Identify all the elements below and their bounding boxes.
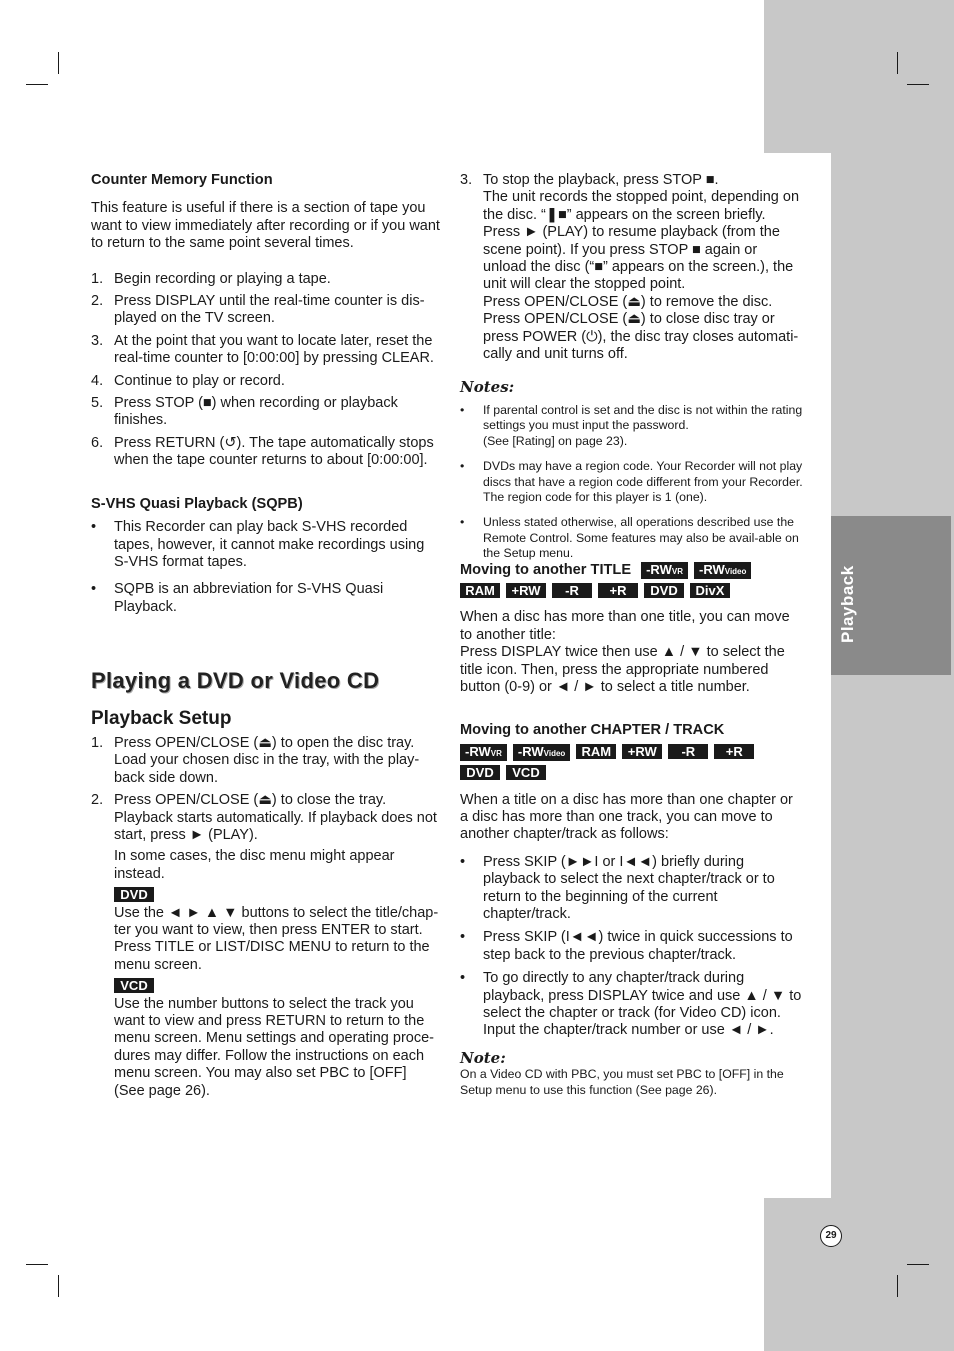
moving-title-heading: Moving to another TITLE [460, 561, 632, 578]
list-item: 2. Press OPEN/CLOSE (⏏) to close the tray. Playback starts automatically. If playback does not start, press ► (PLAY). In some cases, the disc menu might appear instead. DVD Use the ◄ ► ▲ ▼ buttons to select the title/chap-ter you want to view, then press ENTER to start. Press TITLE or LIST/DISC MENU to return to the menu screen. VCD Use the number buttons to select the track you want to view and press RETURN to return to the menu screen. Menu settings and operating proce-dures may differ. Follow the instructions on each menu screen. You may also set PBC to [OFF] (See page 26). [91, 792, 441, 1100]
crop-mark [907, 84, 929, 85]
rw-vr-badge: -RWVR [460, 744, 507, 761]
vcd-instructions: Use the number buttons to select the track you want to view and press RETURN to return to the menu screen. Menu settings and operating proce-dures may differ. Follow the instructions on each menu screen. You may also set PBC to [OFF] (See page 26). [114, 995, 434, 1099]
ram-badge: RAM [460, 583, 500, 598]
list-item: 3. To stop the playback, press STOP ■. The unit records the stopped point, depending on the disc. “❚■” appears on the screen briefly. Press ► (PLAY) to resume playback (from the scene point). If you press STOP ■ again or unload the disc (“■” appears on the screen.), the unit will clear the stopped point. Press OPEN/CLOSE (⏏) to remove the disc. Press OPEN/CLOSE (⏏) to close disc tray or press POWER (⏻), the disc tray closes automati-cally and unit turns off. [460, 172, 804, 363]
svhs-heading: S-VHS Quasi Playback (SQPB) [91, 495, 303, 512]
chapter-badges-2 [460, 765, 804, 782]
list-item: • Press SKIP (I◄◄) twice in quick successions to step back to the previous chapter/track. [460, 929, 793, 963]
minus-r-badge: -R [552, 583, 592, 598]
stop-line-3: Press OPEN/CLOSE (⏏) to remove the disc. Press OPEN/CLOSE (⏏) to close disc tray or press POWER (⏻), the disc tray closes automati-cally and unit turns off. [483, 293, 799, 363]
list-item: • DVDs may have a region code. Your Recorder will not play discs that have a region code different from your Recorder. The region code for this player is 1 (one). [460, 459, 803, 504]
list-item: 4. Continue to play or record. [91, 372, 285, 389]
chapter-badges [460, 744, 804, 761]
crop-mark [907, 1264, 929, 1265]
playback-setup-steps [91, 735, 441, 1100]
note-text: On a Video CD with PBC, you must set PBC to [OFF] in the Setup menu to use this function (See page 26). [460, 1067, 784, 1097]
counter-memory-heading: Counter Memory Function [91, 172, 273, 188]
page-number: 29 [820, 1225, 842, 1247]
crop-mark [58, 52, 59, 74]
divx-badge: DivX [690, 583, 730, 598]
list-item: • SQPB is an abbreviation for S-VHS Quasi Playback. [91, 581, 384, 615]
stop-line-1: To stop the playback, press STOP ■. [483, 172, 719, 188]
moving-chapter-text: When a title on a disc has more than one chapter or a disc has more than one track, you can move to another chapter/track as follows: [460, 791, 793, 843]
dvd-badge: DVD [644, 583, 684, 598]
plus-r-badge: +R [714, 744, 754, 759]
playback-setup-heading: Playback Setup [91, 707, 232, 729]
crop-mark [26, 84, 48, 85]
minus-r-badge: -R [668, 744, 708, 759]
crop-mark [897, 52, 898, 74]
step2-extra: In some cases, the disc menu might appear instead. [114, 848, 395, 882]
list-item: • To go directly to any chapter/track during playback, press DISPLAY twice and use ▲ / ▼ to select the chapter or track (for Video CD) icon. Input the chapter/track number or use ◄ / ►. [460, 970, 802, 1039]
notes-list [460, 403, 804, 562]
crop-mark [58, 1275, 59, 1297]
plus-rw-badge: +RW [622, 744, 662, 759]
title-badges [460, 583, 804, 600]
dvd-instructions: Use the ◄ ► ▲ ▼ buttons to select the title/chap-ter you want to view, then press ENTER to start. Press TITLE or LIST/DISC MENU to return to the menu screen. [114, 904, 439, 973]
list-item: • This Recorder can play back S-VHS recorded tapes, however, it cannot make recordings using S-VHS format tapes. [91, 519, 425, 570]
list-item: • Unless stated otherwise, all operations described use the Remote Control. Some features may also be avail-able on the Setup menu. [460, 515, 799, 561]
moving-chapter-heading: Moving to another CHAPTER / TRACK [460, 722, 725, 739]
list-item: 1. Press OPEN/CLOSE (⏏) to open the disc tray. Load your chosen disc in the tray, with the play-back side down. [91, 734, 420, 786]
plus-r-badge: +R [598, 583, 638, 598]
right-column [460, 172, 804, 1098]
moving-title-text-2: Press DISPLAY twice then use ▲ / ▼ to select the title icon. Then, press the appropriate numbered button (0-9) or ◄ / ► to select a title number. [460, 644, 785, 695]
left-column [91, 172, 441, 1100]
list-item: • Press SKIP (►►I or I◄◄) briefly during playback to select the next chapter/track or to return to the beginning of the current chapter/track. [460, 853, 775, 923]
crop-mark [26, 1264, 48, 1265]
rw-video-badge: -RWVideo [694, 562, 751, 579]
rw-video-badge: -RWVideo [513, 744, 570, 761]
vcd-badge: VCD [506, 765, 546, 780]
moving-title-text-1: When a disc has more than one title, you can move to another title: [460, 609, 790, 643]
list-item: 1. Begin recording or playing a tape. [91, 270, 331, 287]
list-item: 5. Press STOP (■) when recording or playback finishes. [91, 395, 398, 429]
svhs-bullets [91, 519, 441, 616]
page-title: Playing a DVD or Video CD [91, 668, 380, 694]
note-heading: Note: [460, 1048, 506, 1067]
ram-badge: RAM [576, 744, 616, 759]
vcd-badge: VCD [114, 978, 154, 993]
notes-heading: Notes: [460, 378, 515, 397]
chapter-bullets [460, 854, 804, 1040]
crop-mark [897, 1275, 898, 1297]
stop-step [460, 172, 804, 363]
list-item: • If parental control is set and the disc is not within the rating settings you must input the password. (See [Rating] on page 23). [460, 402, 803, 448]
counter-memory-steps [91, 271, 441, 470]
dvd-badge: DVD [114, 887, 154, 902]
list-item: 2. Press DISPLAY until the real-time counter is dis-played on the TV screen. [91, 293, 425, 327]
plus-rw-badge: +RW [506, 583, 546, 598]
counter-memory-intro: This feature is useful if there is a section of tape you want to view immediately after recording or if you want to return to the same point several times. [91, 200, 440, 252]
list-item: 6. Press RETURN (↺). The tape automatically stops when the tape counter returns to about [0:00:00]. [91, 434, 434, 469]
rw-vr-badge: -RWVR [641, 562, 688, 579]
section-tab-label: Playback [838, 565, 857, 643]
dvd-badge: DVD [460, 765, 500, 780]
stop-line-2: The unit records the stopped point, depending on the disc. “❚■” appears on the screen briefly. Press ► (PLAY) to resume playback (from the scene point). If you press STOP ■ again or unload the disc (“■” appears on the screen.), the unit will clear the stopped point. [483, 189, 800, 293]
list-item: 3. At the point that you want to locate later, reset the real-time counter to [0:00:00] by pressing CLEAR. [91, 332, 434, 367]
